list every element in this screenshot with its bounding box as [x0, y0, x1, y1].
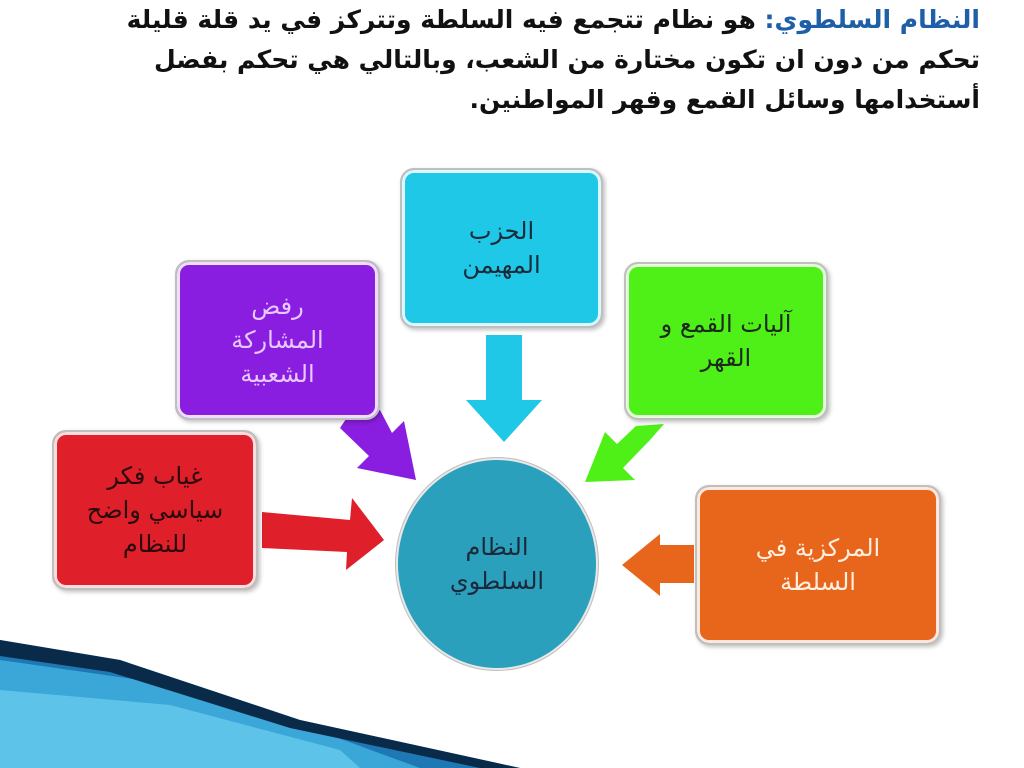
node-rejection [175, 260, 380, 420]
center-node-line1: النظام [465, 533, 529, 561]
node-repression-line1: آليات القمع و [660, 310, 792, 338]
node-absence-line3: للنظام [122, 530, 188, 558]
arrow-repression [585, 424, 664, 482]
node-dominant-party-line2: المهيمن [462, 251, 541, 279]
node-absence-line2: سياسي واضح [86, 496, 224, 524]
arrow-absence [262, 498, 384, 570]
node-repression [624, 262, 828, 420]
node-dominant-party-line1: الحزب [468, 217, 535, 245]
node-centralization-line1: المركزية في [755, 534, 881, 562]
node-rejection-line1: رفض [251, 292, 304, 320]
node-repression-line2: القهر [700, 344, 752, 372]
node-centralization-line2: السلطة [780, 568, 856, 596]
node-rejection-line2: المشاركة [231, 326, 324, 354]
corner-decoration [0, 640, 520, 768]
arrow-dominant-party [466, 335, 542, 442]
center-node-line2: السلطوي [449, 567, 545, 595]
node-rejection-line3: الشعبية [240, 360, 315, 388]
node-centralization [695, 485, 941, 645]
center-node [396, 458, 598, 670]
definition-text: هو نظام تتجمع فيه السلطة وتتركز في يد قلة قليلة تحكم من دون ان تكون مختارة من الشعب، وبالتالي هي تحكم بفضل أستخدامها وسائل القمع وقهر المواطنين. [126, 5, 980, 114]
arrow-rejection [340, 410, 416, 480]
arrow-centralization [622, 534, 694, 596]
definition-term: النظام السلطوي: [764, 5, 980, 34]
node-absence-line1: غياب فكر [107, 462, 203, 490]
node-dominant-party [400, 168, 603, 328]
node-absence [52, 430, 258, 590]
